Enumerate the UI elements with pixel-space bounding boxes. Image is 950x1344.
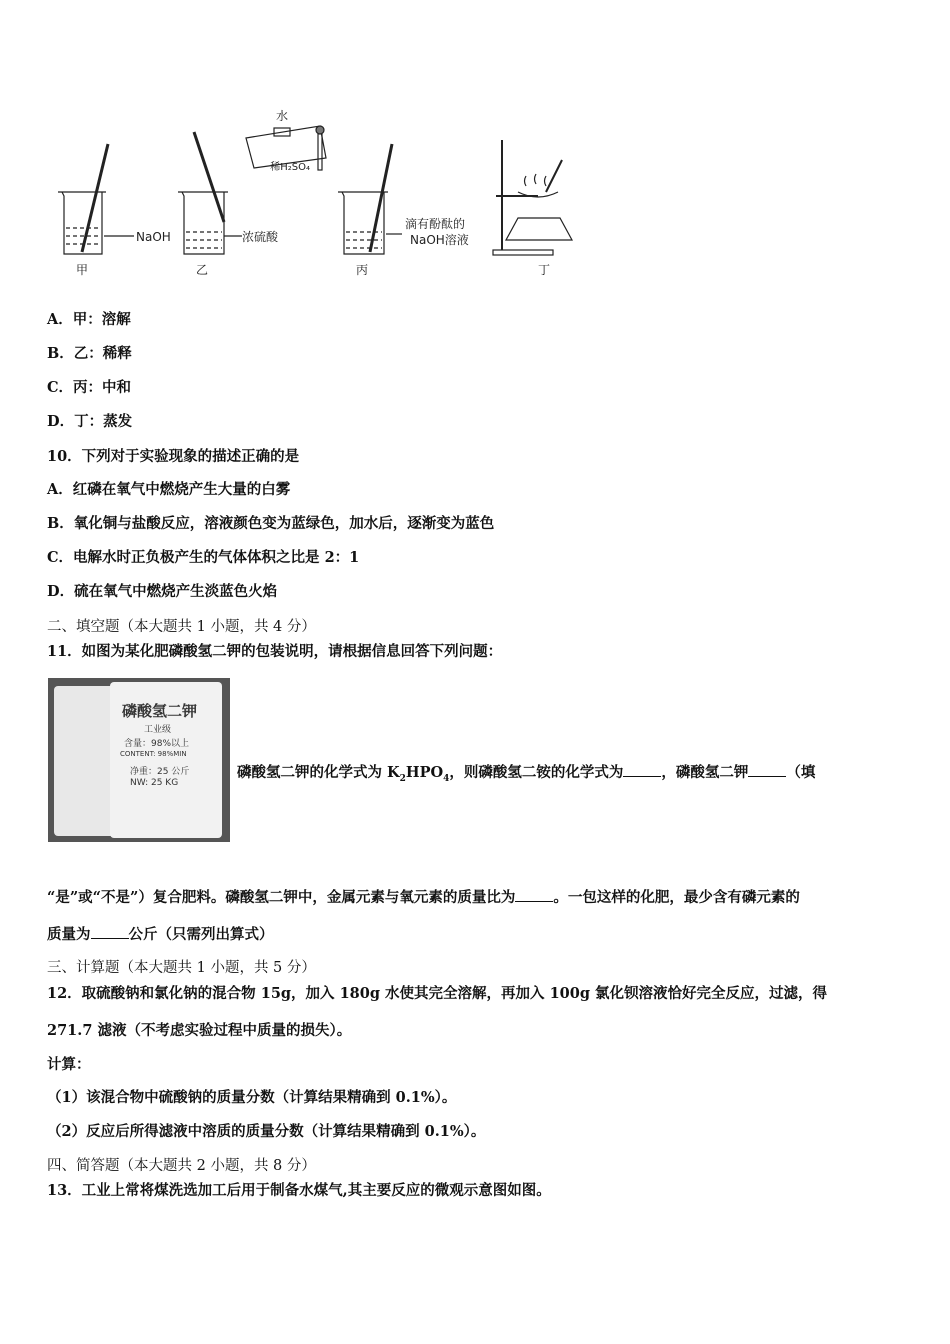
bag-name: 磷酸氢二钾	[122, 702, 198, 720]
q11-text: ，磷酸氢二钾	[661, 764, 749, 781]
label-phenol-1: 滴有酚酞的	[405, 217, 466, 231]
calc-label: 计算：	[47, 1056, 91, 1073]
evaporation-ding	[493, 140, 572, 277]
option-b: B．乙：稀释	[47, 345, 132, 362]
beaker-jia	[58, 144, 171, 277]
label-phenol-2: NaOH溶液	[410, 233, 469, 247]
subscript: 4	[443, 773, 450, 784]
section-3-heading: 三、计算题（本大题共 1 小题，共 5 分）	[47, 960, 316, 976]
label-conc-acid: 浓硫酸	[242, 230, 279, 244]
option-a: A．甲：溶解	[47, 311, 131, 328]
q11-text: “是”或“不是”）复合肥料。磷酸氢二钾中，金属元素与氧元素的质量比为	[47, 889, 516, 906]
bag-net-weight: 净重：25 公斤	[130, 767, 190, 777]
label-dilute-acid: 稀H₂SO₄	[270, 162, 310, 173]
q11-text: ，则磷酸氢二铵的化学式为	[449, 764, 624, 781]
label-yi: 乙	[196, 263, 209, 277]
q12-sub-1: （1）该混合物中硫酸钠的质量分数（计算结果精确到 0.1%）。	[47, 1089, 457, 1106]
beaker-bing	[270, 126, 469, 277]
q10-option-a: A．红磷在氧气中燃烧产生大量的白雾	[47, 481, 291, 498]
question-13: 13．工业上常将煤洗选加工后用于制备水煤气,其主要反应的微观示意图如图。	[47, 1182, 551, 1199]
answer-blank[interactable]	[91, 924, 129, 939]
q11-line-2	[47, 887, 800, 908]
q10-option-d: D．硫在氧气中燃烧产生淡蓝色火焰	[47, 583, 278, 600]
section-2-heading: 二、填空题（本大题共 1 小题，共 4 分）	[47, 619, 316, 635]
question-12-line-1: 12．取硫酸钠和氯化钠的混合物 15g，加入 180g 水使其完全溶解，再加入 100g 氯化钡溶液恰好完全反应，过滤，得	[47, 985, 828, 1002]
section-4-heading: 四、简答题（本大题共 2 小题，共 8 分）	[47, 1158, 316, 1174]
q11-text: 磷酸氢二钾的化学式为 K	[237, 764, 400, 781]
q11-text: HPO	[405, 764, 444, 781]
question-12-line-2: 271.7 滤液（不考虑实验过程中质量的损失）。	[47, 1022, 352, 1039]
question-11: 11．如图为某化肥磷酸氢二钾的包装说明，请根据信息回答下列问题：	[47, 643, 503, 660]
q10-option-c: C．电解水时正负极产生的气体体积之比是 2：1	[47, 549, 360, 566]
q11-text: 。一包这样的化肥，最少含有磷元素的	[553, 889, 800, 906]
answer-blank[interactable]	[623, 762, 661, 777]
q10-option-b: B．氧化铜与盐酸反应，溶液颜色变为蓝绿色，加水后，逐渐变为蓝色	[47, 515, 495, 532]
label-naoh: NaOH	[136, 230, 171, 244]
option-d: D．丁：蒸发	[47, 413, 133, 430]
bag-grade: 工业级	[144, 725, 172, 735]
q11-text: 公斤（只需列出算式）	[128, 926, 274, 943]
label-ding: 丁	[538, 263, 551, 277]
experiment-figure	[40, 100, 700, 285]
answer-blank[interactable]	[748, 762, 786, 777]
bag-content-en: CONTENT: 98%MIN	[120, 750, 187, 758]
label-bing: 丙	[356, 263, 369, 277]
bag-nw: NW: 25 KG	[130, 778, 179, 788]
q11-line-3	[47, 924, 274, 945]
q11-line-1	[237, 762, 815, 789]
subscript: 2	[399, 773, 406, 784]
beaker-yi	[178, 108, 326, 277]
label-jia: 甲	[76, 263, 89, 277]
fertilizer-bag-photo	[48, 678, 230, 842]
label-water: 水	[276, 109, 289, 123]
bag-content: 含量：98%以上	[124, 739, 190, 749]
q12-sub-2: （2）反应后所得滤液中溶质的质量分数（计算结果精确到 0.1%）。	[47, 1123, 486, 1140]
option-c: C．丙：中和	[47, 379, 132, 396]
answer-blank[interactable]	[515, 887, 553, 902]
q11-text: （填	[786, 764, 816, 781]
question-10: 10．下列对于实验现象的描述正确的是	[47, 448, 300, 465]
q11-text: 质量为	[47, 926, 91, 943]
